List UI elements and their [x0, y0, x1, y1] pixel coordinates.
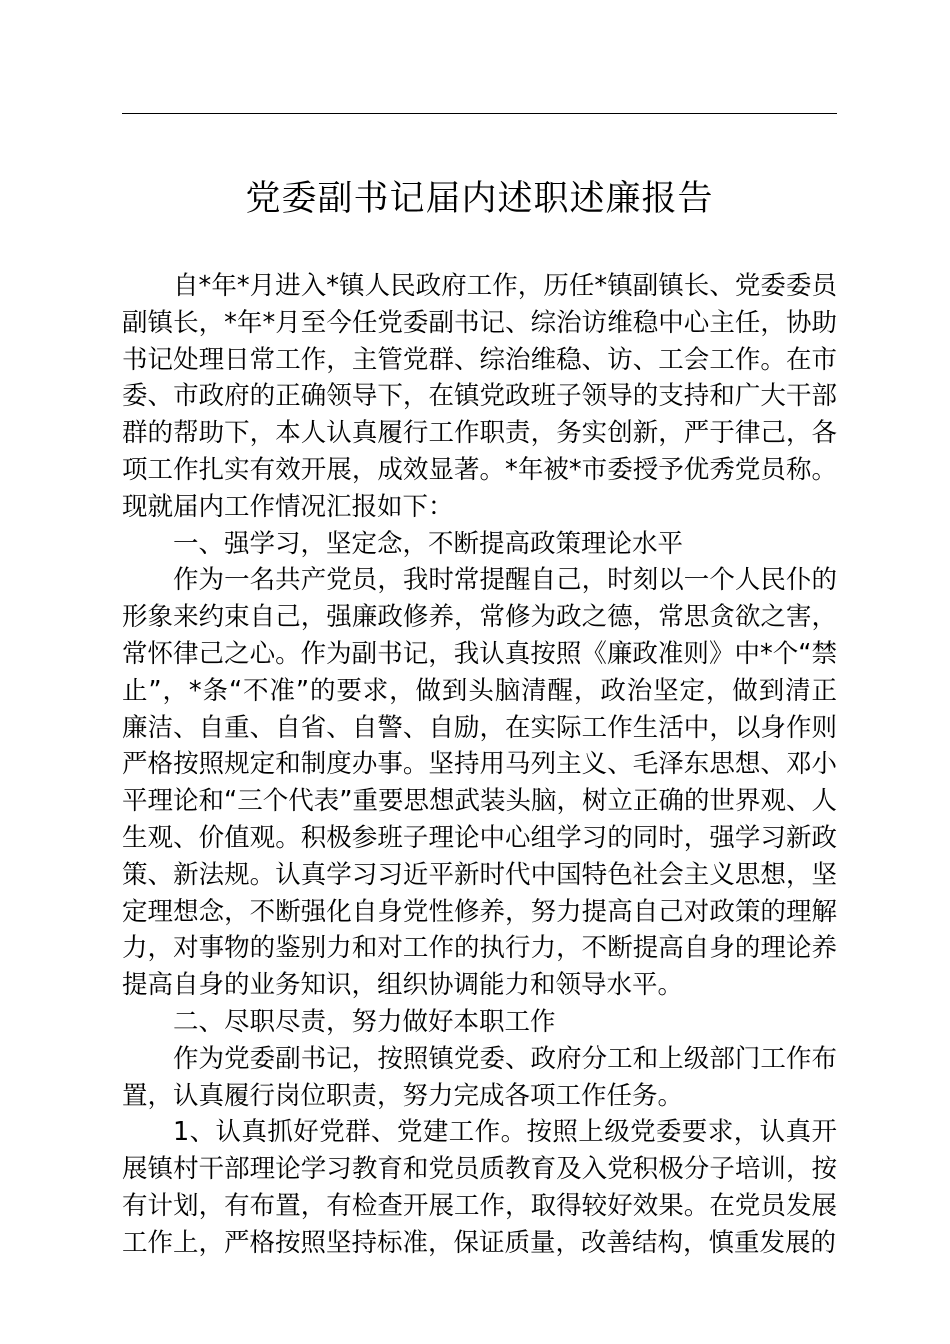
intro-paragraph: 自*年*月进入*镇人民政府工作，历任*镇副镇长、党委委员副镇长，*年*月至今任党委副书记、综治访维稳中心主任，协助书记处理日常工作，主管党群、综治维稳、访、工会工作。在市委、市政府的正确领导下，在镇党政班子领导的支持和广大干部群的帮助下，本人认真履行工作职责，务实创新，严于律己，各项工作扎实有效开展，成效显著。*年被*市委授予优秀党员称。现就届内工作情况汇报如下： — [122, 271, 837, 522]
section-heading-1: 一、强学习，坚定念，不断提高政策理论水平 — [173, 528, 684, 559]
section-2-item-1-paragraph: 1、认真抓好党群、党建工作。按照上级党委要求，认真开展镇村干部理论学习教育和党员质教育及入党积极分子培训，按有计划，有布置，有检查开展工作，取得较好效果。在党员发展工作上，严格按照坚持标准，保证质量，改善结构，慎重发展的 — [122, 1117, 837, 1258]
section-2-paragraph: 作为党委副书记，按照镇党委、政府分工和上级部门工作布置，认真履行岗位职责，努力完成各项工作任务。 — [122, 1043, 837, 1111]
document-body — [122, 268, 837, 1262]
header-rule — [122, 113, 837, 114]
section-heading-2: 二、尽职尽责，努力做好本职工作 — [173, 1006, 556, 1037]
document-title: 党委副书记届内述职述廉报告 — [245, 179, 714, 219]
section-1-paragraph: 作为一名共产党员，我时常提醒自己，时刻以一个人民仆的形象来约束自己，强廉政修养，常修为政之德，常思贪欲之害，常怀律己之心。作为副书记，我认真按照《廉政准则》中*个“禁止”，*条“不准”的要求，做到头脑清醒，政治坚定，做到清正廉洁、自重、自省、自警、自励，在实际工作生活中，以身作则严格按照规定和制度办事。坚持用马列主义、毛泽东思想、邓小平理论和“三个代表”重要思想武装头脑，树立正确的世界观、人生观、价值观。积极参班子理论中心组学习的同时，强学习新政策、新法规。认真学习习近平新时代中国特色社会主义思想，坚定理想念，不断强化自身党性修养，努力提高自己对政策的理解力，对事物的鉴别力和对工作的执行力，不断提高自身的理论养提高自身的业务知识，组织协调能力和领导水平。 — [122, 565, 837, 1001]
